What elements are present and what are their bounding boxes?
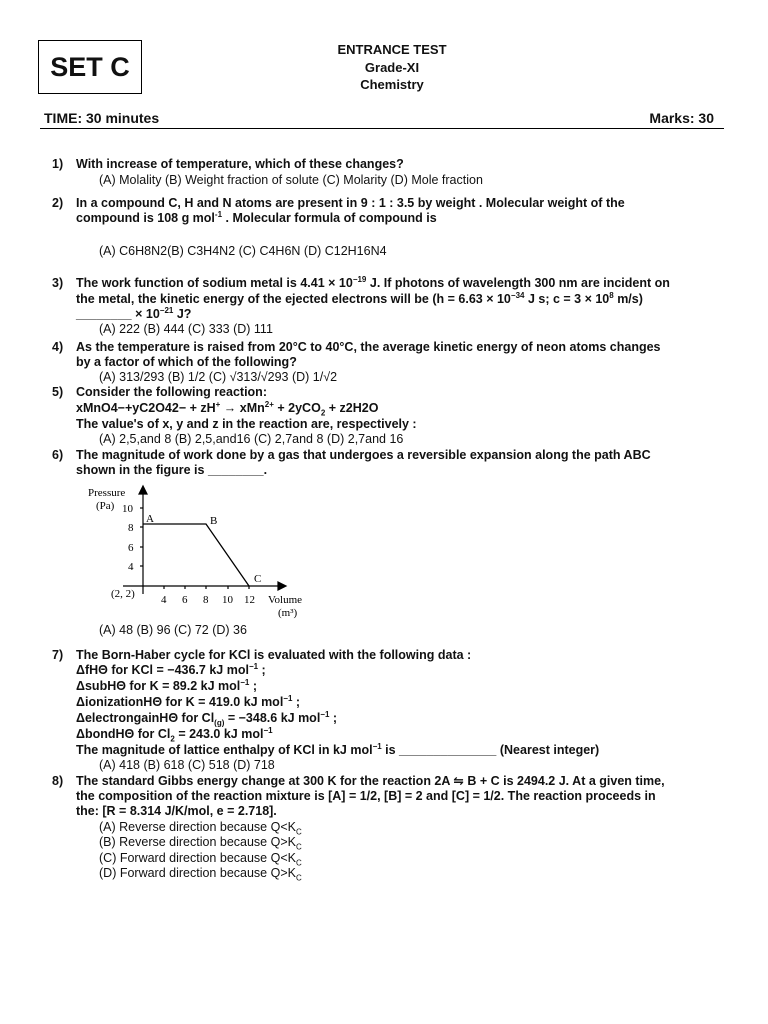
pv-diagram	[78, 482, 348, 622]
q3-line3: ________ × $10^{-21}$ J?	[76, 305, 192, 321]
q2-line1: In a compound C, H and N atoms are present in 9 : 1 : 3.5 by weight . Molecular weight of the	[76, 196, 625, 210]
q7-options: (A) 418 (B) 618 (C) 518 (D) 718	[99, 758, 275, 772]
point-c-label: C	[254, 573, 262, 585]
header-rule	[40, 128, 724, 129]
q3-number: 3)	[52, 276, 64, 290]
q5-number: 5)	[52, 385, 64, 399]
q7-question: The magnitude of lattice enthalpy of KCl in kJ mol$^{-1}$ is ______________ (Nearest integer)	[76, 741, 600, 757]
point-a-label: A	[146, 513, 154, 525]
q7-sublimation: ΔsubHΘ for K = 89.2 kJ mol$^{-1}$ ;	[76, 677, 258, 693]
q7-number: 7)	[52, 648, 64, 662]
y-tick-8: 8	[128, 522, 134, 534]
q5-line1: Consider the following reaction:	[76, 385, 267, 399]
q4-options: (A) 313/293 (B) 1/2 (C) √313/√293 (D) 1/√2	[99, 370, 338, 384]
q7-formation: ΔfHΘ for KCl = −436.7 kJ mol$^{-1}$ ;	[76, 661, 266, 677]
x-axis-arrow	[278, 582, 286, 590]
origin-label: (2, 2)	[111, 588, 135, 600]
q1-stem: With increase of temperature, which of these changes?	[76, 157, 404, 171]
q5-line3: The value's of x, y and z in the reaction are, respectively :	[76, 417, 417, 431]
time-label: TIME: 30 minutes	[44, 110, 160, 126]
q4-number: 4)	[52, 340, 64, 354]
x-tick-12: 12	[244, 594, 255, 606]
q1-options: (A) Molality (B) Weight fraction of solute (C) Molarity (D) Mole fraction	[99, 173, 483, 187]
q7-ionization: ΔionizationHΘ for K = 419.0 kJ mol$^{-1}$ ;	[76, 693, 301, 709]
q8-option-d: (D) Forward direction because $Q>K_C$	[99, 866, 302, 883]
q1-number: 1)	[52, 157, 64, 171]
y-axis-label: Pressure	[88, 487, 126, 499]
q3-line2: the metal, the kinetic energy of the ejected electrons will be ($h = 6.63 \times 10^{-34}$ J s; $c = 3 \times 10^8$ m/s)	[76, 290, 643, 306]
y-axis-arrow	[139, 486, 147, 494]
q6-line2: shown in the figure is ________.	[76, 463, 268, 477]
point-b-label: B	[210, 515, 218, 527]
q3-options: (A) 222 (B) 444 (C) 333 (D) 111	[99, 322, 273, 336]
x-axis-label: Volume	[268, 594, 303, 606]
q8-line1: The standard Gibbs energy change at 300 K for the reaction 2A ⇋ B + C is 2494.2 J. At a given time,	[76, 774, 665, 788]
q6-number: 6)	[52, 448, 64, 462]
q7-electron-gain: ΔelectrongainHΘ for $Cl_{(g)} = -348.6$ kJ mol$^{-1}$ ;	[76, 709, 338, 728]
q5-options: (A) 2,5,and 8 (B) 2,5,and16 (C) 2,7and 8 (D) 2,7and 16	[99, 432, 404, 446]
q6-line1: The magnitude of work done by a gas that undergoes a reversible expansion along the path ABC	[76, 448, 651, 462]
q4-line2: by a factor of which of the following?	[76, 355, 297, 369]
q8-line3: the: [R = 8.314 J/K/mol, e = 2.718].	[76, 804, 277, 818]
q4-line1: As the temperature is raised from 20°C to 40°C, the average kinetic energy of neon atoms changes	[76, 340, 661, 354]
y-tick-10: 10	[122, 503, 133, 515]
q2-line2: compound is 108 g mol$^{-1}$ . Molecular formula of compound is	[76, 209, 437, 225]
exam-title: ENTRANCE TEST	[337, 42, 447, 57]
y-tick-4: 4	[128, 561, 134, 573]
exam-grade: Grade-XI	[364, 60, 420, 75]
x-tick-8: 8	[203, 594, 209, 606]
q7-line1: The Born-Haber cycle for KCl is evaluated with the following data :	[76, 648, 472, 662]
marks-label: Marks: 30	[649, 110, 714, 126]
y-tick-6: 6	[128, 542, 134, 554]
q2-number: 2)	[52, 196, 64, 210]
q8-line2: the composition of the reaction mixture is [A] = 1/2, [B] = 2 and [C] = 1/2. The reaction proceeds in	[76, 789, 656, 803]
q3-line1: The work function of sodium metal is $4.41 \times 10^{-19}$ J. If photons of wavelength 300 nm are incident on	[76, 274, 670, 290]
q8-option-a: (A) Reverse direction because $Q<K_C$	[99, 820, 302, 837]
q6-options: (A) 48 (B) 96 (C) 72 (D) 36	[99, 623, 247, 637]
path-abc	[143, 524, 249, 586]
y-axis-unit: (Pa)	[96, 500, 115, 512]
exam-subject: Chemistry	[360, 77, 424, 92]
x-tick-6: 6	[182, 594, 188, 606]
q7-bond: ΔbondHΘ for $Cl_2 = 243.0$ kJ mol$^{-1}$	[76, 725, 273, 744]
q8-number: 8)	[52, 774, 64, 788]
q8-option-c: (C) Forward direction because $Q<K_C$	[99, 851, 302, 868]
q2-options: (A) C6H8N2(B) C3H4N2 (C) C4H6N (D) C12H16N4	[99, 244, 387, 258]
x-axis-unit: (m³)	[278, 607, 298, 619]
set-label: SET C	[50, 51, 130, 82]
q5-reaction: xMnO4−+yC2O42− + zH+ → xMn$^{2+}$ + 2yCO$_2$ + z2H2O	[76, 399, 379, 418]
x-tick-10: 10	[222, 594, 233, 606]
q8-option-b: (B) Reverse direction because $Q>K_C$	[99, 835, 302, 852]
x-tick-4: 4	[161, 594, 167, 606]
